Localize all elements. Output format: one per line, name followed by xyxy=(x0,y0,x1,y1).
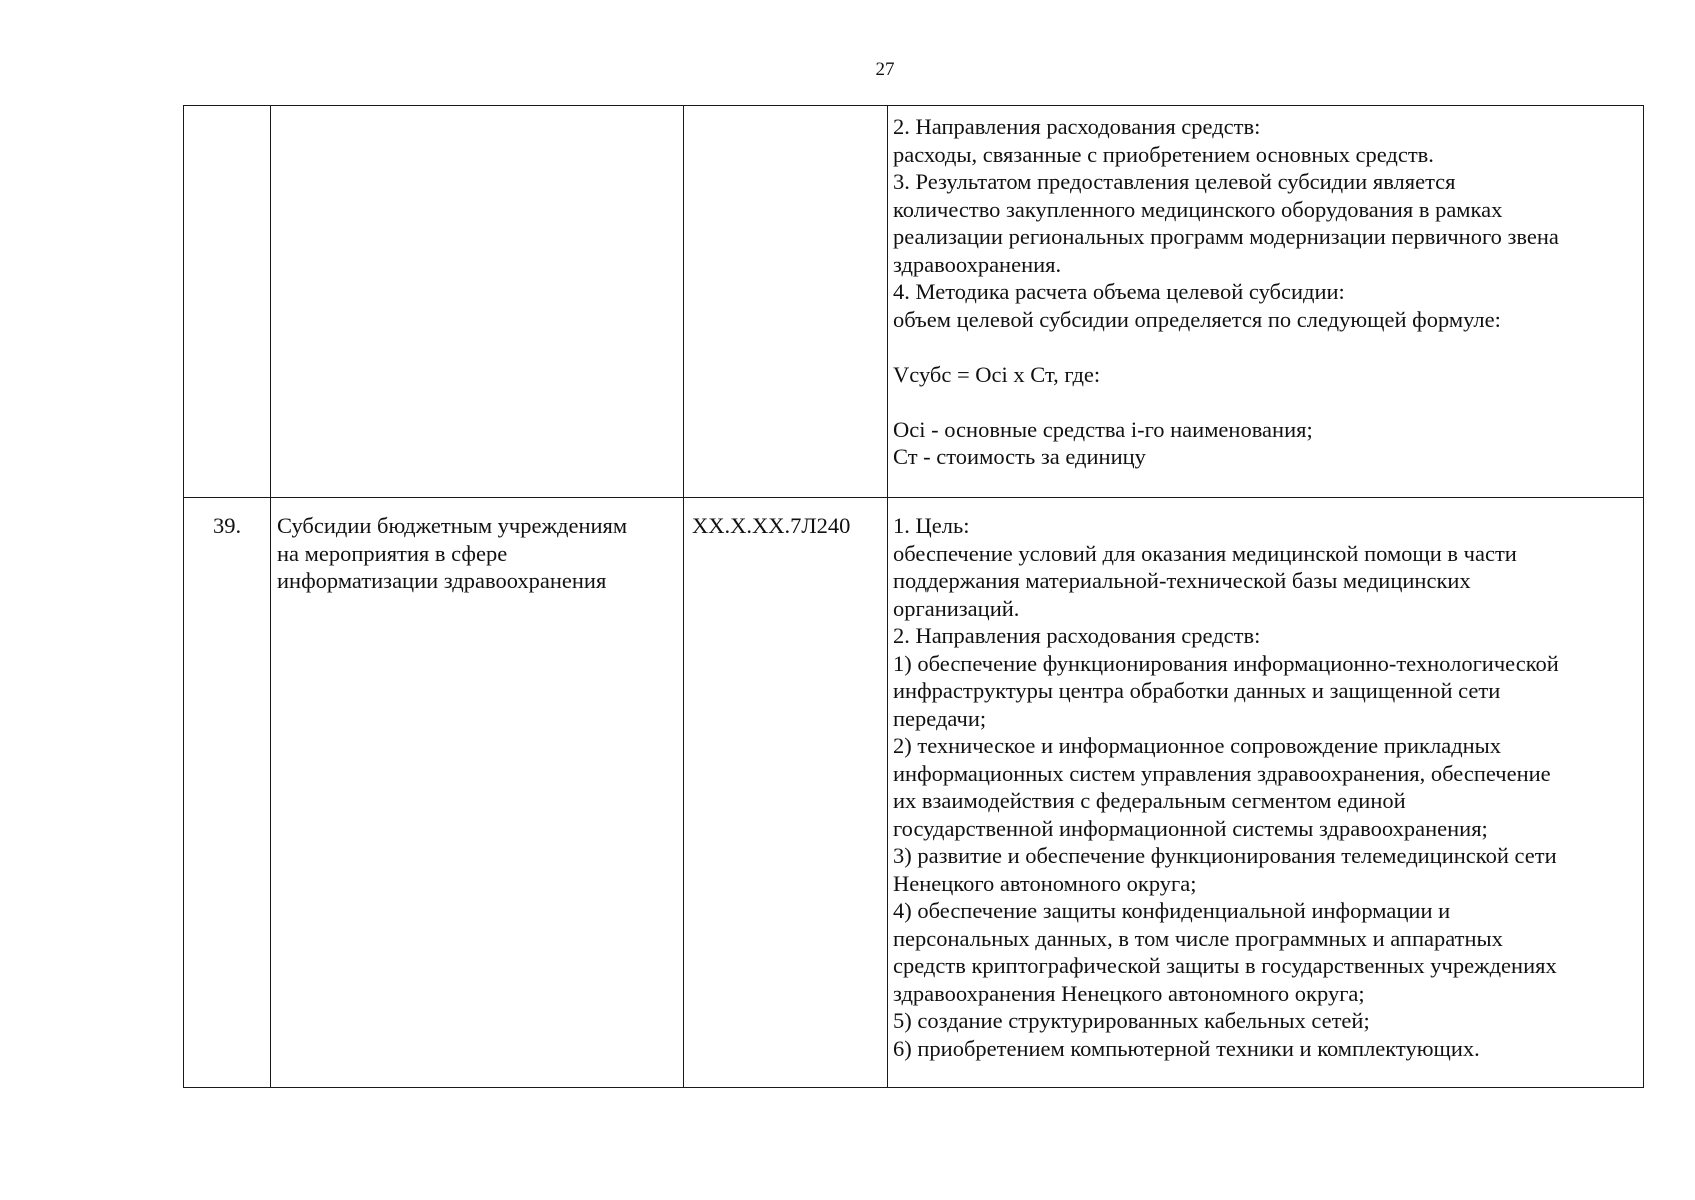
text-line: количество закупленного медицинского оборудования в рамках xyxy=(893,196,1503,222)
subsidy-table xyxy=(183,105,1644,1088)
row-number-cell xyxy=(184,106,271,498)
page-number: 27 xyxy=(875,59,895,80)
row-number-cell: 39. xyxy=(184,498,271,1088)
subsidy-name-cell xyxy=(271,498,684,1088)
text-line: обеспечение условий для оказания медицинской помощи в части xyxy=(893,540,1517,566)
text-line: их взаимодействия с федеральным сегментом единой xyxy=(893,788,1406,813)
text-line: 2) техническое и информационное сопровождение прикладных xyxy=(893,733,1502,758)
subsidy-description-cell xyxy=(888,498,1644,1088)
budget-code-cell xyxy=(684,106,888,498)
text-line: государственной информационной системы здравоохранения; xyxy=(893,815,1488,841)
text-line: информационных систем управления здравоохранения, обеспечение xyxy=(893,760,1551,786)
text-line: поддержания материальной-технической базы медицинских xyxy=(893,568,1471,593)
text-line: реализации региональных программ модернизации первичного звена xyxy=(893,224,1559,249)
blank-line xyxy=(893,388,1639,416)
text-line: инфраструктуры центра обработки данных и защищенной сети xyxy=(893,678,1501,703)
text-line: 2. Направления расходования средств: xyxy=(893,623,1261,648)
text-line: информатизации здравоохранения xyxy=(277,568,607,593)
text-line: Ст - стоимость за единицу xyxy=(893,444,1146,469)
text-line: 1. Цель: xyxy=(893,513,970,538)
text-line: 3. Результатом предоставления целевой субсидии является xyxy=(893,169,1456,194)
text-line: 2. Направления расходования средств: xyxy=(893,114,1261,139)
subsidy-name-cell xyxy=(271,106,684,498)
text-line: Осi - основные средства i-го наименования; xyxy=(893,416,1313,442)
text-line: передачи; xyxy=(893,705,987,731)
text-line: на мероприятия в сфере xyxy=(277,540,508,566)
blank-line xyxy=(893,333,1639,361)
text-line: 4) обеспечение защиты конфиденциальной информации и xyxy=(893,898,1451,923)
table-row xyxy=(184,106,1644,498)
text-line: 4. Методика расчета объема целевой субсидии: xyxy=(893,279,1345,304)
text-line: 5) создание структурированных кабельных сетей; xyxy=(893,1008,1370,1033)
text-line: Vсубс = Осi х Ст, где: xyxy=(893,361,1101,387)
text-line: Субсидии бюджетным учреждениям xyxy=(277,513,628,538)
table-row xyxy=(184,498,1644,1088)
subsidy-description-cell xyxy=(888,106,1644,498)
text-line: объем целевой субсидии определяется по следующей формуле: xyxy=(893,306,1501,332)
budget-code-cell: XX.X.XX.7Л240 xyxy=(684,498,888,1088)
text-line: расходы, связанные с приобретением основных средств. xyxy=(893,141,1434,167)
text-line: средств криптографической защиты в государственных учреждениях xyxy=(893,953,1557,978)
text-line: здравоохранения. xyxy=(893,251,1062,277)
text-line: 1) обеспечение функционирования информационно-технологической xyxy=(893,650,1559,676)
text-line: 6) приобретением компьютерной техники и комплектующих. xyxy=(893,1035,1480,1061)
text-line: Ненецкого автономного округа; xyxy=(893,870,1197,896)
text-line: 3) развитие и обеспечение функционирования телемедицинской сети xyxy=(893,843,1557,868)
text-line: здравоохранения Ненецкого автономного округа; xyxy=(893,980,1365,1006)
text-line: персональных данных, в том числе программных и аппаратных xyxy=(893,925,1503,951)
text-line: организаций. xyxy=(893,595,1020,621)
